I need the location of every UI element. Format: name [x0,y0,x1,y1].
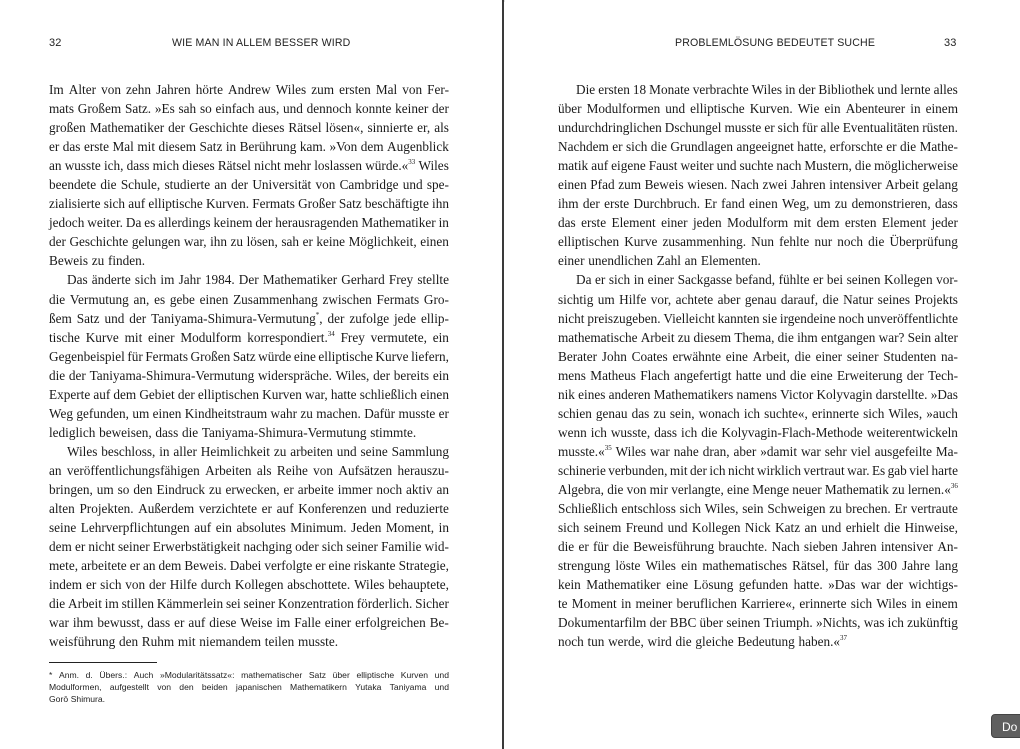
text-line: an wusste ich, dass mich dieses Rätsel nicht mehr loslassen würde.«$^{33}$ Wiles [49,158,449,174]
text-line: Weg gefunden, um einen Kindheitstraum wahr zu machen. Dafür musste er [49,405,449,421]
text-line: beendete die Schule, studierte an der Universität von Cambridge und spe- [49,177,449,193]
footnote-marker: 37 [840,634,848,643]
text-line: elliptischen Kurve zusammenhing. Nun fehlte nur noch die Überprüfung [558,234,958,250]
text-line: weisführung den Ruhm mit niemandem teilen musste. [49,634,339,650]
left-page [0,0,503,749]
footnote-marker: 35 [604,443,612,452]
footnote-line: Modulformen, aufgestellt von den beiden japanischen Mathematikern Yutaka Taniyama und [49,682,449,693]
text-line: er das erste Mal mit diesem Satz in Berührung kam. »Von dem Augenblick [49,139,449,155]
text-line: Wiles beschloss, in aller Heimlichkeit zu arbeiten und seine Sammlung [67,443,449,459]
text-line: ihm der erste Durchbruch. Er fand einen Weg, um zu demonstrieren, dass [558,196,958,212]
left-page-number: 32 [49,37,62,49]
text-line: undurchdringlichen Dschungel musste er sich für alle Eventualitäten rüsten. [558,120,958,136]
text-line: mathematische Arbeit zu diesem Thema, die ihm entgangen war? Sein alter [558,329,958,345]
text-line: zialisierte sich auf elliptische Kurven. Fermats Großer Satz beschäftigte ihn [49,196,449,212]
footnote-marker: 36 [950,481,958,490]
text-line: sich seinem Freund und Kollegen Nick Katz an und erhielt die Hinweise, [558,520,958,536]
text-line: war ihm bewusst, dass er auf diese Weise im Falle einer erfolgreichen Be- [49,615,449,631]
paragraph [558,80,958,270]
paragraph [49,80,449,270]
text-line: lediglich beweisen, dass die Taniyama-Shimura-Vermutung stimmte. [49,424,417,440]
footnote-marker: 33 [408,158,416,167]
text-line: nik eines anderen Mathematikers namens Victor Kolyvagin darstellte. »Das [558,386,958,402]
text-line: Da er sich in einer Sackgasse befand, fühlte er bei seinen Kollegen vor- [576,272,958,288]
text-line: Experte auf dem Gebiet der elliptischen Kurven war, hatte schließlich einen [49,386,449,402]
text-line: Berater John Coates erwähnte eine Arbeit, die einer seiner Studenten na- [558,348,958,364]
footnote-marker: * [315,310,320,319]
text-line: te Moment in meiner beruflichen Karriere«, erinnerte sich Wiles in einem [558,596,958,612]
text-line: Algebra, die von mir verlangte, eine Menge neuer Mathematik zu lernen.«$^{36}$ [558,481,958,497]
right-running-head: PROBLEMLÖSUNG BEDEUTET SUCHE [675,37,876,49]
right-body-text [558,80,958,651]
download-button[interactable]: Do [991,714,1020,738]
text-line: jedoch weiter. Da es allerdings keinem der herausragenden Mathematiker in [49,215,449,231]
text-line: Nachdem er sich die Grundlagen angeeignet hatte, erforschte er die Mathe- [558,139,958,155]
text-line: dem er nicht seiner Erwerbstätigkeit nachging oder sich seiner Familie wid- [49,539,449,555]
text-line: seine Lehrverpflichtungen auf ein absolutes Minimum. Jeden Moment, in [49,520,449,536]
text-line: großen Mathematiker der Geschichte dieses Rätsel lösen«, sinnierte er, als [49,120,449,136]
text-line: ßem Satz und der Taniyama-Shimura-Vermutung*, der zufolge jede ellip- [49,310,449,326]
text-line: schinerie verbunden, mit der ich nicht wirklich vertraut war. Es gab viel harte [558,462,958,478]
left-running-head: WIE MAN IN ALLEM BESSER WIRD [172,37,351,49]
text-line: Das änderte sich im Jahr 1984. Der Mathematiker Gerhard Frey stellte [67,272,449,288]
right-page [505,0,1020,749]
text-line: Dokumentarfilm der BBC über seinen Triumph. »Nichts, was ich zukünftig [558,615,958,631]
text-line: bringen, um so den Eindruck zu erwecken, er arbeite immer noch aktiv an [49,481,449,497]
text-line: mete, arbeitete er an dem Beweis. Dabei verfolgte er eine riskante Strategie, [49,558,449,574]
paragraph [49,270,449,441]
text-line: indem er sich von der Hilfe durch Kollegen abschottete. Wiles behauptete, [49,577,449,593]
text-line: einen Pfad zum Beweis wiesen. Nach zwei Jahren intensiver Arbeit gelang [558,177,958,193]
text-line: noch tun werde, wird die gleiche Bedeutung haben.«$^{37}$ [558,634,848,650]
text-line: schien genau das zu sein, wonach ich suchte«, erinnerte sich Wiles, »auch [558,405,958,421]
text-line: musste.«$^{35}$ Wiles war nahe dran, aber »damit war sehr viel ausgefeilte Ma- [558,443,958,459]
page-gutter [502,0,504,749]
text-line: die Arbeit im stillen Kämmerlein sei seiner Konzentration förderlich. Sicher [49,596,449,612]
text-line: matik auf eigene Faust weiter und suchte nach Mustern, die möglicherweise [558,158,958,174]
text-line: die er für die Beweisführung brauchte. Nach sieben Jahren intensiver An- [558,539,958,555]
text-line: Im Alter von zehn Jahren hörte Andrew Wiles zum ersten Mal von Fer- [49,82,449,97]
text-line: tische Kurve mit einer Modulform korrespondiert.$^{34}$ Frey vermutete, ein [49,329,449,345]
text-line: das erste Element einer jeden Modulform mit dem ersten Element jeder [558,215,958,231]
text-line: mats Großem Satz. »Es sah so einfach aus, und dennoch konnte keiner der [49,101,449,117]
text-line: einer unendlichen Zahl an Elementen. [558,253,761,269]
text-line: Beweis zu finden. [49,253,146,269]
paragraph [49,442,449,652]
footnote-line: Gorō Shimura. [49,694,106,705]
text-line: an veröffentlichungsfähigen Arbeiten als Reihe von Aufsätzen herauszu- [49,462,449,478]
right-page-number: 33 [944,37,957,49]
text-line: die Vermutung an, es gebe einen Zusammenhang zwischen Fermats Gro- [49,291,449,307]
text-line: die der Taniyama-Shimura-Vermutung widerspräche. Wiles, der bereits ein [49,367,449,383]
footnote-line: * Anm. d. Übers.: Auch »Modularitätssatz«: mathematischer Satz über elliptische Kurven und [49,670,449,680]
text-line: kein Mathematiker eine Lösung gefunden hatte. »Das war der wichtigs- [558,577,958,593]
text-line: sichtig um Hilfe vor, achtete aber genau darauf, die Natur seines Projekts [558,291,958,307]
left-body-text [49,80,449,651]
text-line: mens Matheus Flach angefertigt hatte und die eine Erweiterung der Tech- [558,367,958,383]
paragraph [558,270,958,651]
text-line: Gegenbeispiel für Fermats Großen Satz würde eine elliptische Kurve liefern, [49,348,449,364]
text-line: nicht preiszugeben. Vielleicht kannten sie irgendeine noch unveröffentlichte [558,310,958,326]
text-line: alten Projekten. Außerdem verzichtete er auf Konferenzen und reduzierte [49,501,449,517]
text-line: wenn ich wusste, dass ich die Kolyvagin-Flach-Methode weiterentwickeln [558,424,958,440]
text-line: Die ersten 18 Monate verbrachte Wiles in der Bibliothek und lernte alles [576,82,958,97]
footnote [49,669,449,706]
footnote-marker: 34 [327,329,335,338]
footnote-rule [49,662,157,663]
text-line: über Modulformen und elliptische Kurven. Wie ein Abenteurer in einem [558,101,958,117]
text-line: Schließlich entschloss sich Wiles, sein Schweigen zu brechen. Er vertraute [558,501,958,517]
text-line: der Geschichte gelungen war, ihn zu lösen, sah er keine Möglichkeit, einen [49,234,449,250]
text-line: strengung löste Wiles ein mathematisches Rätsel, für das 300 Jahre lang [558,558,958,574]
